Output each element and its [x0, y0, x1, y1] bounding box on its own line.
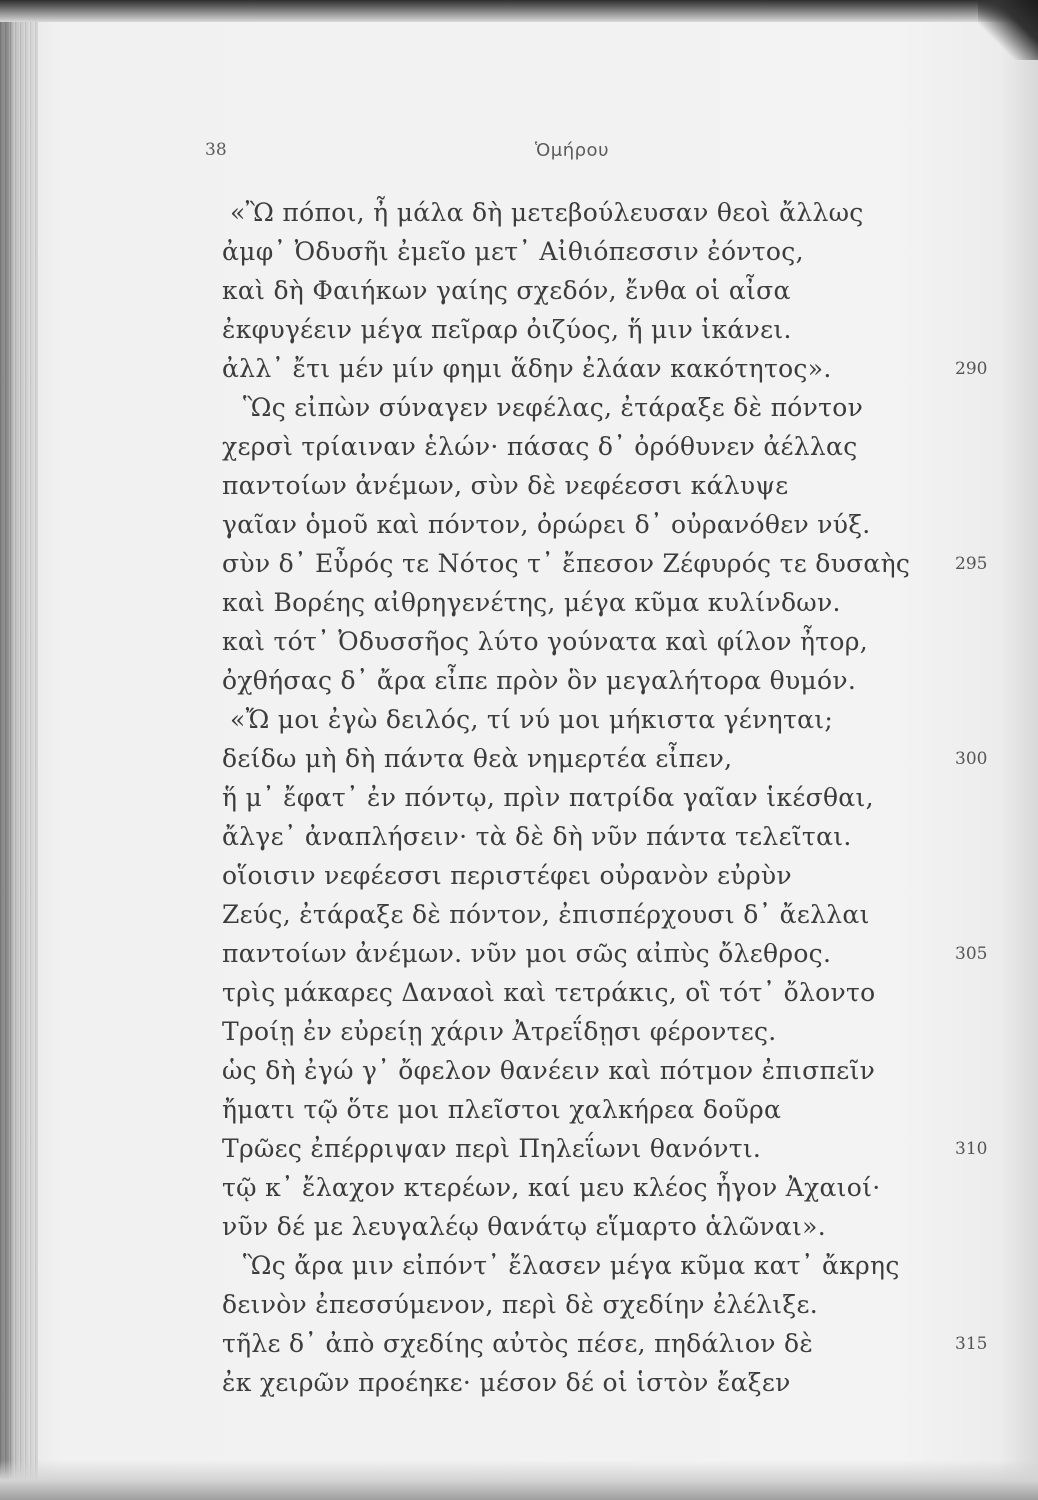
verse-line: ὀχθήσας δ᾽ ἄρα εἶπε πρὸν ὃν μεγαλήτορα θυμόν. [222, 666, 857, 695]
verse-line: παντοίων ἀνέμων, σὺν δὲ νεφέεσσι κάλυψε [222, 471, 789, 500]
verse-line: τῷ κ᾽ ἔλαχον κτερέων, καί μευ κλέος ἦγον Ἀχαιοί· [222, 1173, 881, 1202]
verse-line: Ὣς εἰπὼν σύναγεν νεφέλας, ἐτάραξε δὲ πόντον [243, 393, 864, 422]
verse-line: νῦν δέ με λευγαλέῳ θανάτῳ εἵμαρτο ἁλῶναι». [222, 1212, 827, 1241]
verse-line: καὶ τότ᾽ Ὀδυσσῆος λύτο γούνατα καὶ φίλον ἦτορ, [222, 627, 868, 656]
verse-line: δείδω μὴ δὴ πάντα θεὰ νημερτέα εἶπεν, [222, 744, 733, 773]
line-number: 295 [955, 554, 988, 574]
verse-line: δεινὸν ἐπεσσύμενον, περὶ δὲ σχεδίην ἐλέλιξε. [222, 1290, 818, 1319]
verse-line: ἥ μ᾽ ἔφατ᾽ ἐν πόντῳ, πρὶν πατρίδα γαῖαν ἱκέσθαι, [222, 783, 874, 812]
verse-line: ἀλλ᾽ ἔτι μέν μίν φημι ἅδην ἐλάαν κακότητος». [222, 354, 832, 383]
line-number: 310 [955, 1139, 988, 1159]
line-number: 290 [955, 359, 988, 379]
verse-line: Ζεύς, ἐτάραξε δὲ πόντον, ἐπισπέρχουσι δ᾽ ἄελλαι [222, 900, 870, 929]
line-number: 305 [955, 944, 988, 964]
verse-line: Τροίῃ ἐν εὐρείῃ χάριν Ἀτρεΐδῃσι φέροντες. [222, 1017, 777, 1046]
verse-line: καὶ Βορέης αἰθρηγενέτης, μέγα κῦμα κυλίνδων. [222, 588, 841, 617]
verse-line: ἄλγε᾽ ἀναπλήσειν· τὰ δὲ δὴ νῦν πάντα τελεῖται. [222, 822, 852, 851]
verse-line: ἐκφυγέειν μέγα πεῖραρ ὀιζύος, ἥ μιν ἱκάνει. [222, 315, 792, 344]
verse-line: χερσὶ τρίαιναν ἑλών· πάσας δ᾽ ὀρόθυνεν ἀέλλας [222, 432, 858, 461]
verse-line: οἵοισιν νεφέεσσι περιστέφει οὐρανὸν εὐρὺν [222, 861, 792, 890]
line-number: 300 [955, 749, 988, 769]
verse-line: ἀμφ᾽ Ὀδυσῆι ἐμεῖο μετ᾽ Αἰθιόπεσσιν ἐόντος, [222, 237, 804, 266]
verse-line: γαῖαν ὁμοῦ καὶ πόντον, ὀρώρει δ᾽ οὐρανόθεν νύξ. [222, 510, 871, 539]
running-title: Ὁμήρου [535, 140, 609, 161]
verse-line: τρὶς μάκαρες Δαναοὶ καὶ τετράκις, οἳ τότ᾽ ὄλοντο [222, 978, 876, 1007]
verse-line: καὶ δὴ Φαιήκων γαίης σχεδόν, ἔνθα οἱ αἶσα [222, 276, 791, 305]
verse-line: σὺν δ᾽ Εὖρός τε Νότος τ᾽ ἔπεσον Ζέφυρός τε δυσαὴς [222, 549, 911, 578]
verse-line: παντοίων ἀνέμων. νῦν μοι σῶς αἰπὺς ὄλεθρος. [222, 939, 832, 968]
verse-line: «Ὢ πόποι, ἦ μάλα δὴ μετεβούλευσαν θεοὶ ἄλλως [230, 198, 864, 227]
verse-line: ἤματι τῷ ὅτε μοι πλεῖστοι χαλκήρεα δοῦρα [222, 1095, 782, 1124]
verse-line: ἐκ χειρῶν προέηκε· μέσον δέ οἱ ἱστὸν ἔαξεν [222, 1368, 791, 1397]
page-number: 38 [205, 140, 227, 160]
verse-line: «Ὤ μοι ἐγὼ δειλός, τί νύ μοι μήκιστα γένηται; [230, 705, 834, 734]
verse-line: Τρῶες ἐπέρριψαν περὶ Πηλεΐωνι θανόντι. [222, 1134, 762, 1163]
verse-line: Ὣς ἄρα μιν εἰπόντ᾽ ἔλασεν μέγα κῦμα κατ᾽ ἄκρης [243, 1251, 900, 1280]
line-number: 315 [955, 1334, 988, 1354]
verse-line: τῆλε δ᾽ ἀπὸ σχεδίης αὐτὸς πέσε, πηδάλιον δὲ [222, 1329, 814, 1358]
verse-line: ὡς δὴ ἐγώ γ᾽ ὄφελον θανέειν καὶ πότμον ἐπισπεῖν [222, 1056, 876, 1085]
